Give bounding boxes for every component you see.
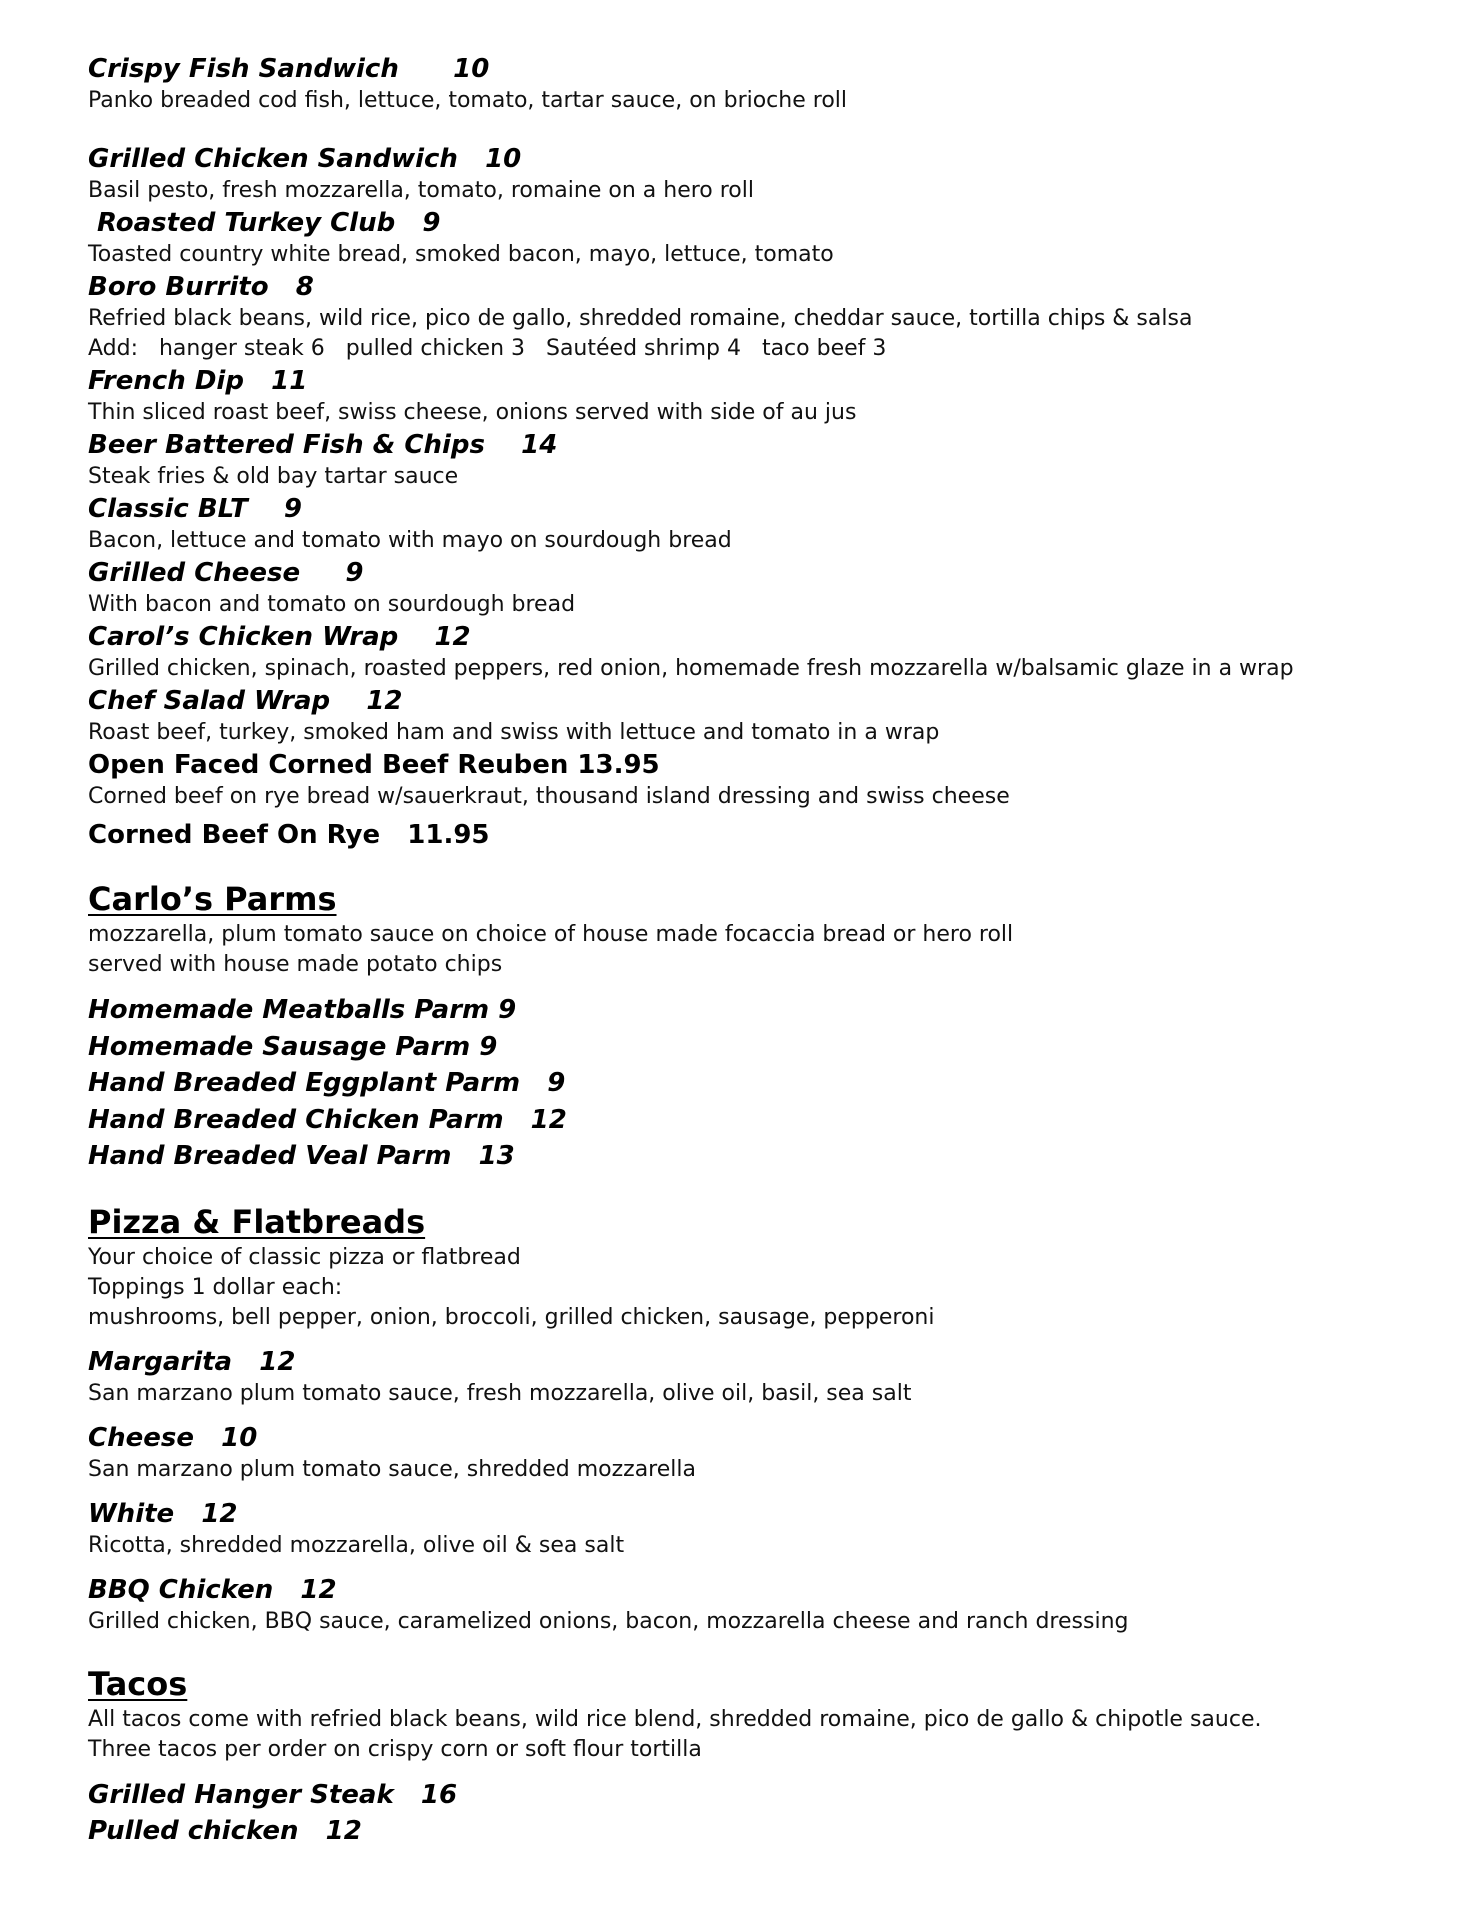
parm-item: Homemade Sausage Parm 9 xyxy=(88,1031,498,1062)
section-tacos xyxy=(88,1663,1468,1850)
item-name: Roasted Turkey Club 9 xyxy=(88,208,441,238)
item-name: Chef Salad Wrap 12 xyxy=(88,686,403,716)
item-description: Refried black beans, wild rice, pico de gallo, shredded romaine, cheddar sauce, tortilla chips & salsa xyxy=(88,306,1193,331)
menu-item xyxy=(88,1573,1468,1637)
item-name: White 12 xyxy=(88,1498,238,1529)
item-name: Beer Battered Fish & Chips 14 xyxy=(88,430,558,460)
parm-item: Hand Breaded Chicken Parm 12 xyxy=(88,1104,567,1135)
item-description: With bacon and tomato on sourdough bread xyxy=(88,592,576,617)
section-description: mushrooms, bell pepper, onion, broccoli, grilled chicken, sausage, pepperoni xyxy=(88,1304,935,1330)
section-description: Toppings 1 dollar each: xyxy=(88,1274,343,1300)
item-name: Margarita 12 xyxy=(88,1346,296,1377)
menu-item xyxy=(88,1345,1468,1409)
item-description: Roast beef, turkey, smoked ham and swiss with lettuce and tomato in a wrap xyxy=(88,720,940,745)
menu-item xyxy=(88,620,1468,684)
item-name: Classic BLT 9 xyxy=(88,494,302,524)
item-name: Boro Burrito 8 xyxy=(88,272,314,302)
menu-item xyxy=(88,1421,1468,1485)
item-description: Grilled chicken, spinach, roasted peppers, red onion, homemade fresh mozzarella w/balsamic glaze in a wrap xyxy=(88,656,1294,681)
item-name: French Dip 11 xyxy=(88,366,308,396)
parm-item: Hand Breaded Veal Parm 13 xyxy=(88,1141,515,1171)
menu-item xyxy=(88,206,1468,270)
menu-item xyxy=(88,748,1468,812)
item-name: Grilled Chicken Sandwich 10 xyxy=(88,144,522,174)
menu-item xyxy=(88,818,1468,852)
section-description: Your choice of classic pizza or flatbread xyxy=(88,1244,521,1270)
menu-item xyxy=(88,684,1468,748)
item-description: Panko breaded cod fish, lettuce, tomato, tartar sauce, on brioche roll xyxy=(88,88,847,113)
menu-item xyxy=(88,1497,1468,1561)
menu-item xyxy=(88,556,1468,620)
menu-item xyxy=(88,492,1468,556)
section-title: Carlo’s Parms xyxy=(88,880,337,918)
item-name: BBQ Chicken 12 xyxy=(88,1574,337,1605)
item-description: Steak fries & old bay tartar sauce xyxy=(88,464,459,489)
menu-item xyxy=(88,270,1468,364)
item-description: Grilled chicken, BBQ sauce, caramelized onions, bacon, mozzarella cheese and ranch dressing xyxy=(88,1608,1129,1634)
item-description: Toasted country white bread, smoked bacon, mayo, lettuce, tomato xyxy=(88,242,834,267)
section-pizza xyxy=(88,1201,1468,1637)
item-description: Basil pesto, fresh mozzarella, tomato, romaine on a hero roll xyxy=(88,178,754,203)
item-description: Ricotta, shredded mozzarella, olive oil & sea salt xyxy=(88,1532,625,1558)
menu-page xyxy=(88,52,1468,1850)
item-description: Bacon, lettuce and tomato with mayo on sourdough bread xyxy=(88,528,732,553)
section-title: Pizza & Flatbreads xyxy=(88,1202,426,1241)
item-name: Open Faced Corned Beef Reuben 13.95 xyxy=(88,750,660,780)
section-title: Tacos xyxy=(88,1664,188,1703)
item-description: San marzano plum tomato sauce, fresh mozzarella, olive oil, basil, sea salt xyxy=(88,1380,912,1406)
menu-item xyxy=(88,364,1468,428)
menu-item xyxy=(88,142,1468,206)
parm-item: Hand Breaded Eggplant Parm 9 xyxy=(88,1068,566,1098)
item-name: Cheese 10 xyxy=(88,1422,258,1453)
section-description: served with house made potato chips xyxy=(88,952,503,977)
item-description: San marzano plum tomato sauce, shredded mozzarella xyxy=(88,1456,696,1482)
item-name: Carol’s Chicken Wrap 12 xyxy=(88,622,471,652)
parm-item: Homemade Meatballs Parm 9 xyxy=(88,995,517,1025)
taco-item: Pulled chicken 12 xyxy=(88,1816,362,1846)
section-description: Three tacos per order on crispy corn or soft flour tortilla xyxy=(88,1736,702,1762)
section-parms xyxy=(88,878,1468,1175)
menu-item xyxy=(88,52,1468,116)
menu-item xyxy=(88,428,1468,492)
item-name: Grilled Cheese 9 xyxy=(88,558,364,588)
section-description: All tacos come with refried black beans, wild rice blend, shredded romaine, pico de gallo & chipotle sauce. xyxy=(88,1706,1262,1732)
item-name: Corned Beef On Rye 11.95 xyxy=(88,820,490,850)
item-name: Crispy Fish Sandwich 10 xyxy=(88,54,490,84)
item-description: Corned beef on rye bread w/sauerkraut, thousand island dressing and swiss cheese xyxy=(88,784,1010,809)
taco-item: Grilled Hanger Steak 16 xyxy=(88,1779,458,1810)
section-description: mozzarella, plum tomato sauce on choice of house made focaccia bread or hero roll xyxy=(88,922,1014,947)
item-description: Thin sliced roast beef, swiss cheese, onions served with side of au jus xyxy=(88,400,857,425)
item-addons: Add: hanger steak 6 pulled chicken 3 Sautéed shrimp 4 taco beef 3 xyxy=(88,336,887,361)
